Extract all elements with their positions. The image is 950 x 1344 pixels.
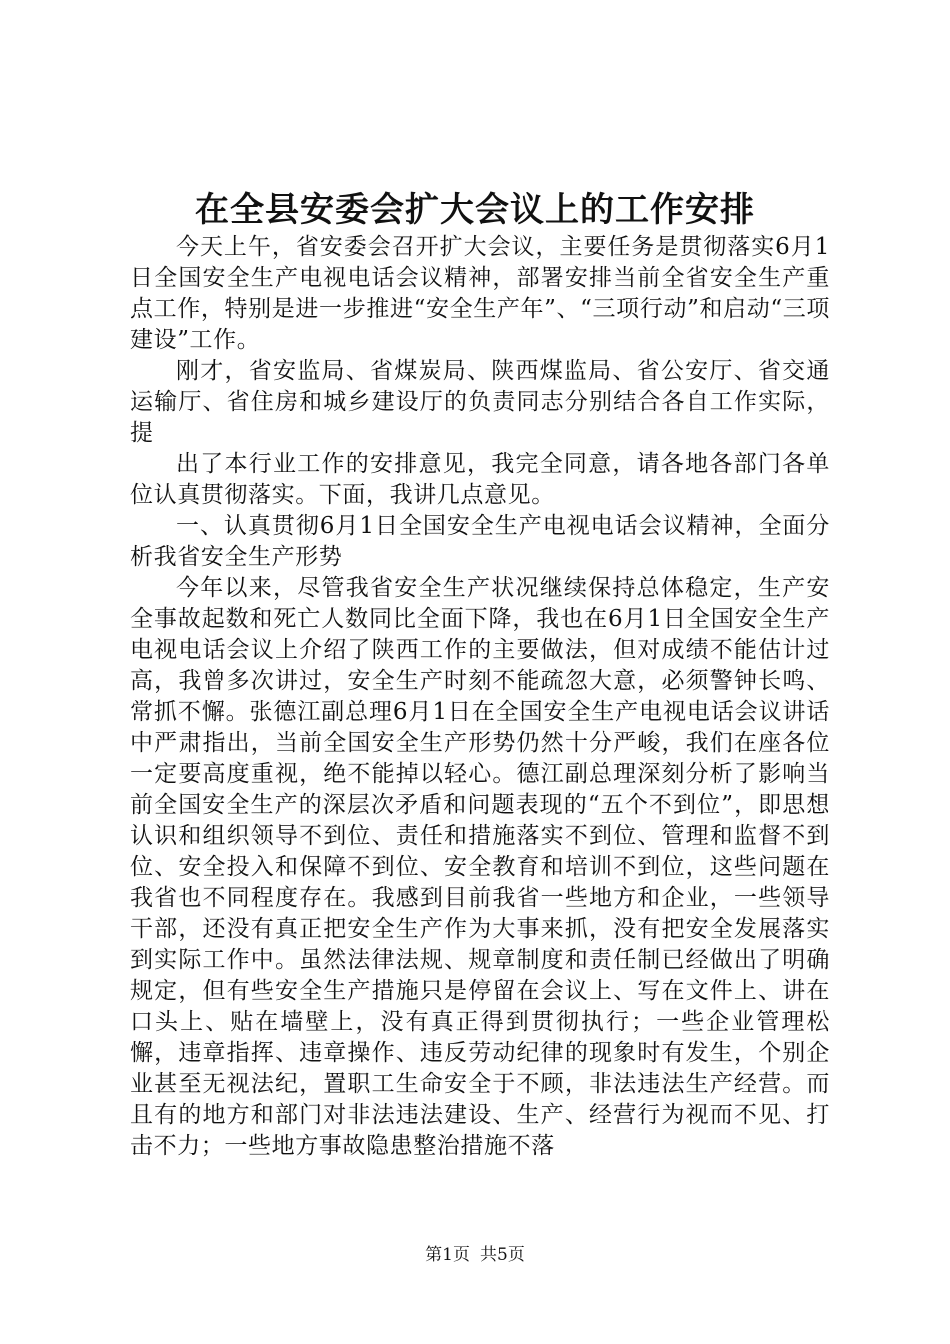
- page-number: 第1页: [425, 1245, 470, 1265]
- paragraph-situation: 今年以来，尽管我省安全生产状况继续保持总体稳定，生产安全事故起数和死亡人数同比全面下降，我也在6月1日全国安全生产电视电话会议上介绍了陕西工作的主要做法，但对成绩不能估计过高，我曾多次讲过，安全生产时刻不能疏忽大意，必须警钟长鸣、常抓不懈。张德江副总理6月1日在全国安全生产电视电话会议讲话中严肃指出，当前全国安全生产形势仍然十分严峻，我们在座各位一定要高度重视，绝不能掉以轻心。德江副总理深刻分析了影响当前全国安全生产的深层次矛盾和问题表现的“五个不到位”，即思想认识和组织领导不到位、责任和措施落实不到位、管理和监督不到位、安全投入和保障不到位、安全教育和培训不到位，这些问题在我省也不同程度存在。我感到目前我省一些地方和企业，一些领导干部，还没有真正把安全生产作为大事来抓，没有把安全发展落实到实际工作中。虽然法律法规、规章制度和责任制已经做出了明确规定，但有些安全生产措施只是停留在会议上、写在文件上、讲在口头上、贴在墙壁上，没有真正得到贯彻执行；一些企业管理松懈，违章指挥、违章操作、违反劳动纪律的现象时有发生，个别企业甚至无视法纪，置职工生命安全于不顾，非法违法生产经营。而且有的地方和部门对非法违法建设、生产、经营行为视而不见、打击不力；一些地方事故隐患整治措施不落: [130, 575, 830, 1159]
- document-title: 在全县安委会扩大会议上的工作安排: [195, 190, 755, 230]
- page-footer: [0, 1243, 950, 1267]
- document-body: [130, 232, 830, 1162]
- page-total: 共5页: [480, 1245, 525, 1265]
- section-heading-one: 一、认真贯彻6月1日全国安全生产电视电话会议精神，全面分析我省安全生产形势: [130, 513, 830, 570]
- paragraph-speakers: 刚才，省安监局、省煤炭局、陕西煤监局、省公安厅、省交通运输厅、省住房和城乡建设厅的负责同志分别结合各自工作实际，提: [130, 358, 830, 446]
- paragraph-intro: 今天上午，省安委会召开扩大会议，主要任务是贯彻落实6月1日全国安全生产电视电话会议精神，部署安排当前全省安全生产重点工作，特别是进一步推进“安全生产年”、“三项行动”和启动“三项建设”工作。: [130, 234, 830, 353]
- paragraph-agreement: 出了本行业工作的安排意见，我完全同意，请各地各部门各单位认真贯彻落实。下面，我讲几点意见。: [130, 451, 830, 508]
